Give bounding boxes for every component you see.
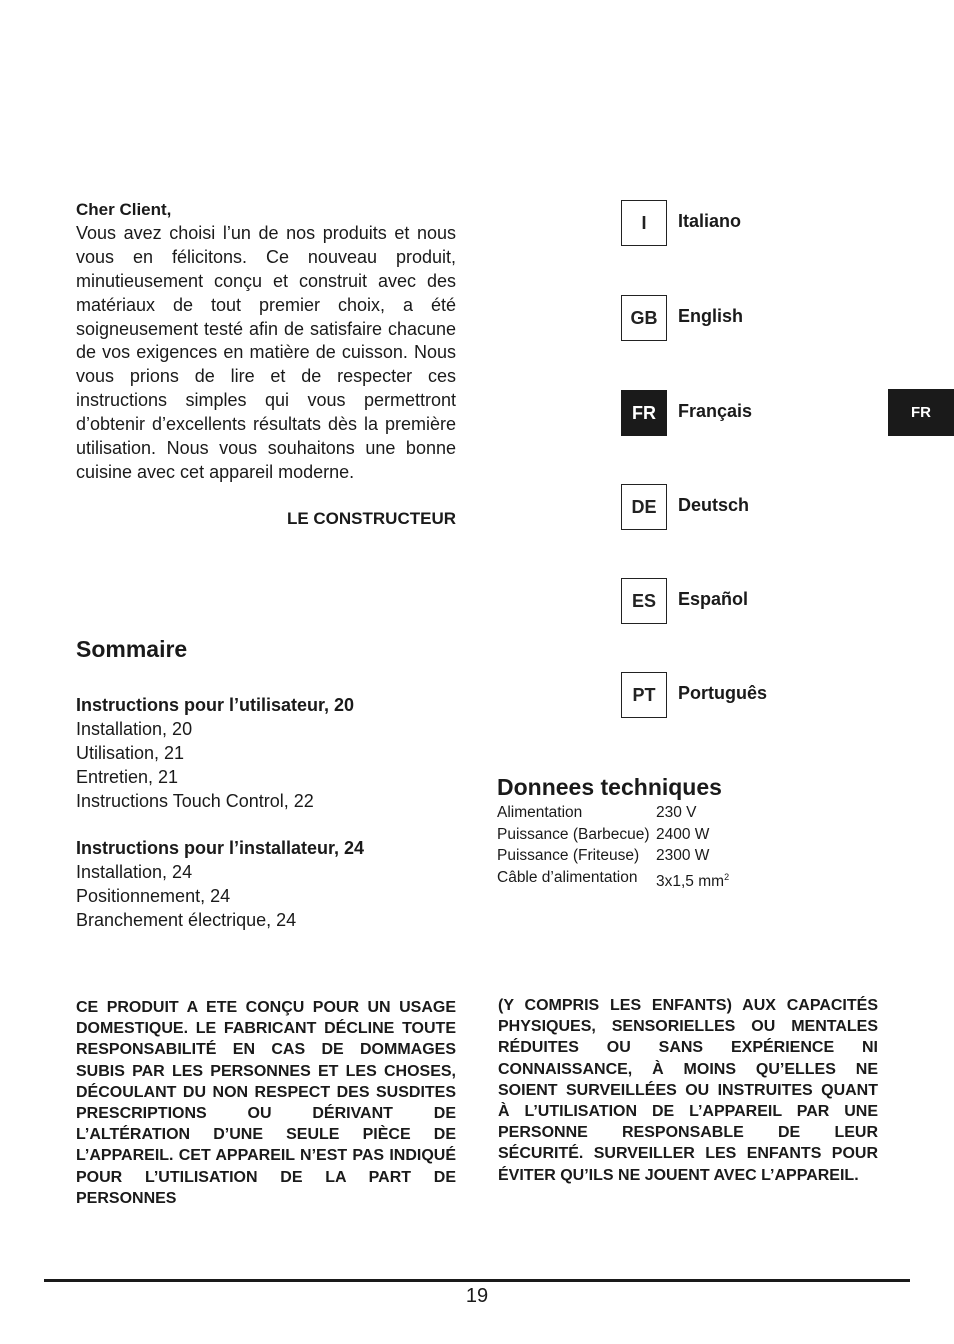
toc-item: Branchement électrique, 24 (76, 910, 297, 930)
tech-label: Puissance (Barbecue) (497, 825, 650, 843)
language-item-de (621, 484, 921, 532)
language-code: GB (621, 295, 667, 341)
toc-item: Utilisation, 21 (76, 743, 185, 763)
toc-heading: Instructions pour l’installateur, 24 (76, 838, 365, 858)
safety-warning-left: CE PRODUIT A ETE CONÇU POUR UN USAGE DOMESTIQUE. LE FABRICANT DÉCLINE TOUTE RESPONSABILITÉ EN CAS DE DOMMAGES SUBIS PAR LES PERSONNES ET LES CHOSES, DÉCOULANT DU NON RESPECT DES SUSDITES PRESCRIPTIONS OU DÉRIVANT DE L’ALTÉRATION D’UNE SEULE PIÈCE DE L’APPAREIL. CET APPAREIL N’EST PAS INDIQUÉ POUR L’UTILISATION DE LA PART DE PERSONNES (76, 999, 456, 1207)
tech-value: 2400 W (656, 825, 710, 843)
tech-value-text: 3x1,5 mm (656, 872, 725, 890)
tech-value: 230 V (656, 804, 697, 821)
toc-installer-section (76, 836, 476, 932)
language-code: PT (621, 672, 667, 718)
tech-value: 2300 W (656, 847, 710, 864)
toc-item: Positionnement, 24 (76, 886, 231, 906)
language-name: Español (678, 589, 749, 609)
language-code: DE (621, 484, 667, 530)
language-code: FR (621, 390, 667, 436)
language-side-tab: FR (888, 389, 954, 436)
language-item-fr (621, 390, 921, 438)
tech-label: Puissance (Friteuse) (497, 847, 640, 864)
tech-table (497, 802, 729, 892)
language-item-it (621, 200, 921, 248)
signature: LE CONSTRUCTEUR (286, 509, 456, 528)
tech-row (497, 845, 729, 867)
tech-label: Alimentation (497, 804, 583, 821)
safety-warning-right: (Y COMPRIS LES ENFANTS) AUX CAPACITÉS PHYSIQUES, SENSORIELLES OU MENTALES RÉDUITES OU SANS EXPÉRIENCE NI CONNAISSANCE, À MOINS QU’ELLES NE SOIENT SURVEILLÉES OU INSTRUITES QUANT À L’UTILISATION DE L’APPAREIL PAR UNE PERSONNE RESPONSABLE DE LEUR SÉCURITÉ. SURVEILLER LES ENFANTS POUR ÉVITER QU’ILS NE JOUENT AVEC L’APPAREIL. (498, 997, 878, 1184)
tech-row (497, 867, 729, 893)
language-item-es (621, 578, 921, 626)
toc-user-section (76, 693, 476, 813)
language-name: Deutsch (678, 495, 750, 515)
toc-heading: Instructions pour l’utilisateur, 20 (76, 695, 355, 715)
greeting-body: Vous avez choisi l’un de nos produits et nous vous en félicitons. Ce nouveau produit, minutieusement conçu et construit avec des matériaux de tout premier choix, a été soigneusement testé afin de satisfaire chacune de vos exigences en matière de cuisson. Nous vous prions de lire et de respecter ces instructions simples qui vous permettront d’obtenir d’excellents résultats dès la première utilisation. Nous vous souhaitons une bonne cuisine avec cet appareil moderne. (76, 222, 456, 482)
language-code: I (621, 200, 667, 246)
toc-title: Sommaire (76, 636, 188, 662)
greeting-title: Cher Client, (76, 200, 172, 219)
toc-item: Entretien, 21 (76, 767, 179, 787)
language-code: ES (621, 578, 667, 624)
tech-row (497, 802, 729, 824)
greeting-block (76, 198, 456, 485)
toc-item: Instructions Touch Control, 22 (76, 791, 314, 811)
tech-label: Câble d’alimentation (497, 868, 638, 886)
toc-item: Installation, 20 (76, 719, 193, 739)
tech-title: Donnees techniques (497, 774, 722, 800)
language-name: English (678, 306, 744, 326)
footer-rule (44, 1279, 910, 1282)
language-item-gb (621, 295, 921, 343)
tech-row (497, 824, 729, 846)
language-name: Português (678, 683, 768, 703)
language-name: Italiano (678, 211, 742, 231)
toc-item: Installation, 24 (76, 862, 193, 882)
page-number: 19 (465, 1285, 489, 1307)
tech-value (656, 867, 729, 893)
language-item-pt (621, 672, 921, 720)
tech-value-superscript: 2 (724, 871, 730, 882)
language-name: Français (678, 401, 753, 421)
